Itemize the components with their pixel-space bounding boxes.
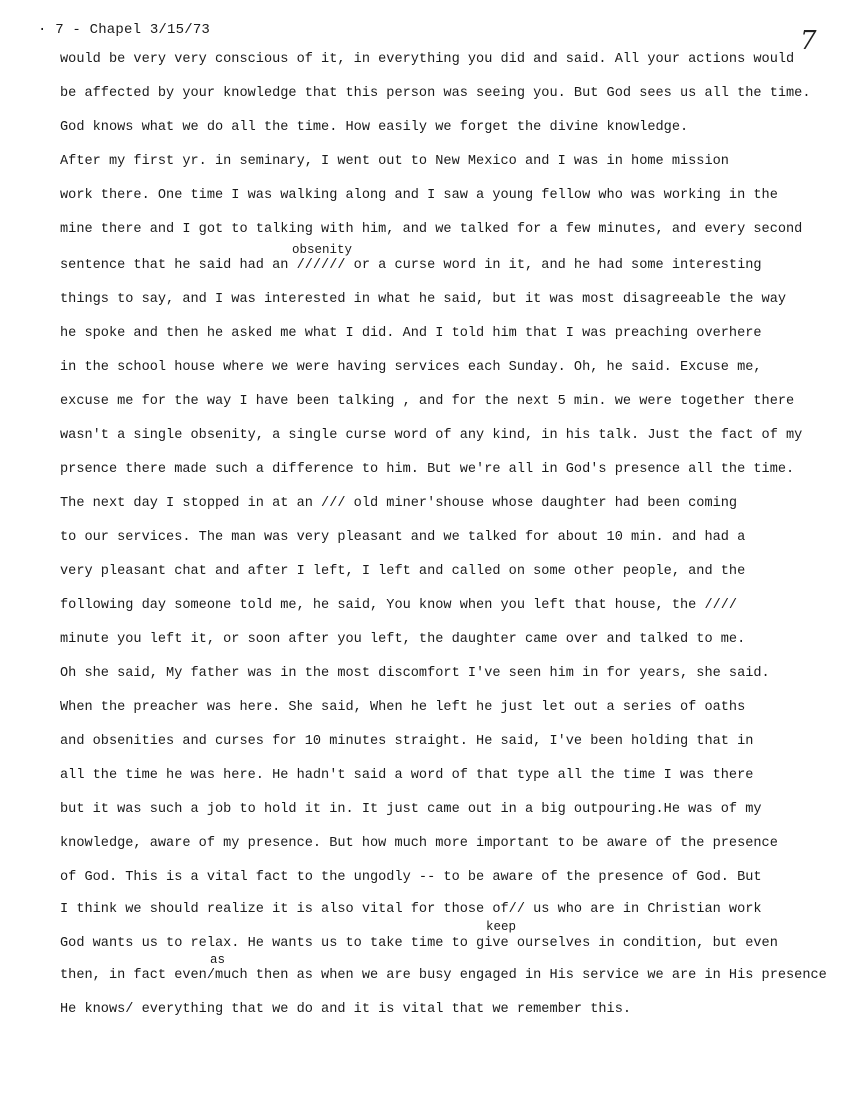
text-line: mine there and I got to talking with him, and we talked for a few minutes, and every second — [60, 222, 803, 237]
text-line: very pleasant chat and after I left, I left and called on some other people, and the — [60, 564, 746, 579]
text-line: but it was such a job to hold it in. It just came out in a big outpouring.He was of my — [60, 802, 762, 817]
text-line: all the time he was here. He hadn't said a word of that type all the time I was there — [60, 768, 754, 783]
text-line: then, in fact even/much then as when we are busy engaged in His service we are in His presence — [60, 968, 827, 983]
text-line: and obsenities and curses for 10 minutes straight. He said, I've been holding that in — [60, 734, 754, 749]
text-line: wasn't a single obsenity, a single curse word of any kind, in his talk. Just the fact of my — [60, 428, 803, 443]
text-line: he spoke and then he asked me what I did. And I told him that I was preaching overhere — [60, 326, 762, 341]
text-line: would be very very conscious of it, in everything you did and said. All your actions would — [60, 52, 795, 67]
page-header: · 7 - Chapel 3/15/73 — [38, 22, 211, 38]
text-line: God knows what we do all the time. How easily we forget the divine knowledge. — [60, 120, 689, 135]
handwritten-insert: keep — [486, 920, 517, 934]
text-line: knowledge, aware of my presence. But how much more important to be aware of the presence — [60, 836, 778, 851]
handwritten-insert: obsenity — [292, 243, 353, 257]
text-line: following day someone told me, he said, You know when you left that house, the //// — [60, 598, 738, 613]
text-line: God wants us to relax. He wants us to take time to give ourselves in condition, but even — [60, 936, 778, 951]
text-line: minute you left it, or soon after you left, the daughter came over and talked to me. — [60, 632, 746, 647]
text-line: excuse me for the way I have been talking , and for the next 5 min. we were together there — [60, 394, 795, 409]
text-line: in the school house where we were having services each Sunday. Oh, he said. Excuse me, — [60, 360, 762, 375]
text-line: be affected by your knowledge that this person was seeing you. But God sees us all the time. — [60, 86, 811, 101]
page-number: 7 — [800, 26, 817, 56]
text-line: of God. This is a vital fact to the ungodly -- to be aware of the presence of God. But — [60, 870, 762, 885]
text-line: Oh she said, My father was in the most discomfort I've seen him in for years, she said. — [60, 666, 770, 681]
text-line: to our services. The man was very pleasant and we talked for about 10 min. and had a — [60, 530, 746, 545]
text-line: I think we should realize it is also vital for those of// us who are in Christian work — [60, 902, 762, 917]
text-line: The next day I stopped in at an /// old miner'shouse whose daughter had been coming — [60, 496, 738, 511]
text-line: sentence that he said had an ////// or a curse word in it, and he had some interesting — [60, 258, 762, 273]
handwritten-insert: as — [210, 953, 226, 967]
text-line: After my first yr. in seminary, I went out to New Mexico and I was in home mission — [60, 154, 729, 169]
text-line: prsence there made such a difference to him. But we're all in God's presence all the time. — [60, 462, 795, 477]
text-line: things to say, and I was interested in what he said, but it was most disagreeable the way — [60, 292, 787, 307]
text-line: He knows/ everything that we do and it is vital that we remember this. — [60, 1002, 632, 1017]
text-line: When the preacher was here. She said, When he left he just let out a series of oaths — [60, 700, 746, 715]
text-line: work there. One time I was walking along and I saw a young fellow who was working in the — [60, 188, 778, 203]
